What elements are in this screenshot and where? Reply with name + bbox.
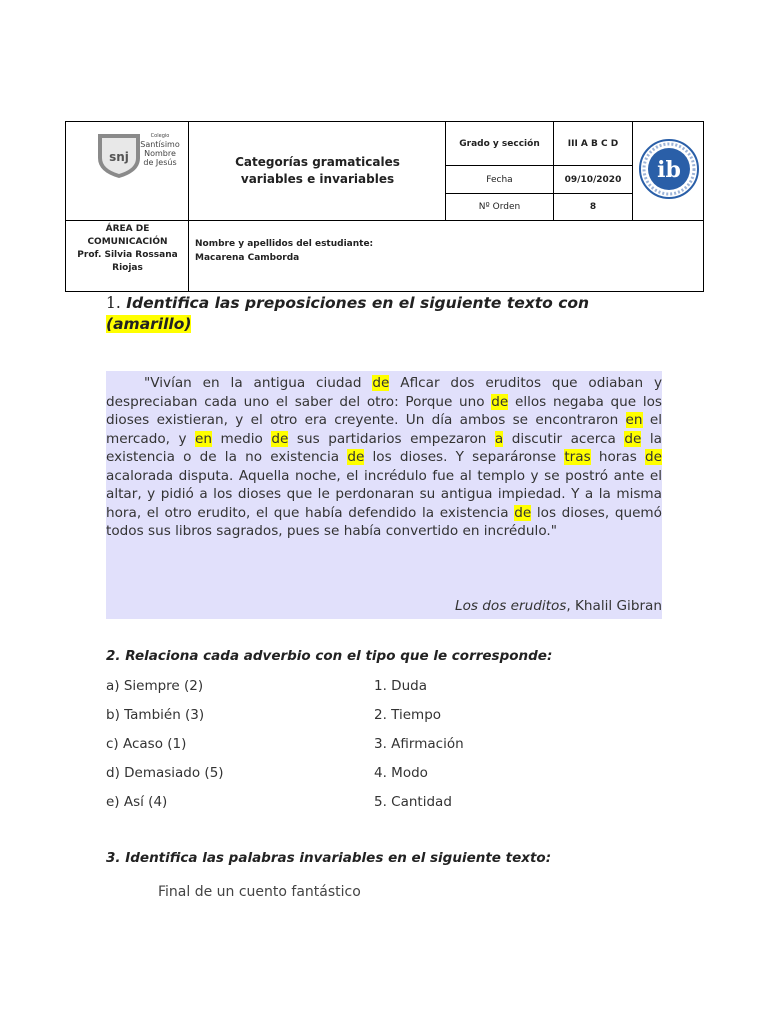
story-title: Final de un cuento fantástico	[158, 884, 361, 900]
question-3-title: 3. Identifica las palabras invariables en el siguiente texto:	[106, 850, 552, 866]
question-1-number: 1.	[106, 294, 121, 312]
orden-label: Nº Orden	[478, 202, 521, 212]
preposition-highlight: en	[625, 412, 643, 428]
question-1-color-word: (amarillo)	[106, 315, 192, 333]
student-cell	[195, 237, 373, 265]
school-logo-text-4: de Jesús	[143, 158, 177, 167]
adverb-item: c) Acaso (1)	[106, 736, 187, 752]
school-logo-text-1: Colegio	[150, 133, 170, 139]
student-label: Nombre y apellidos del estudiante:	[195, 239, 374, 249]
quote-source	[455, 597, 662, 616]
adverb-type: 5. Cantidad	[374, 794, 452, 810]
preposition-highlight: de	[271, 430, 289, 447]
preposition-highlight: de	[347, 449, 365, 465]
prof-line-2: Riojas	[112, 263, 143, 273]
fecha-value: 09/10/2020	[564, 174, 622, 185]
area-line-1: ÁREA DE	[105, 224, 150, 234]
adverb-item: a) Siempre (2)	[106, 678, 204, 694]
question-1	[106, 293, 666, 335]
preposition-highlight: en	[195, 430, 213, 447]
adverb-type: 1. Duda	[374, 678, 427, 694]
preposition-highlight: a	[494, 430, 504, 447]
adverb-item: b) También (3)	[106, 707, 205, 723]
adverb-type: 3. Afirmación	[374, 736, 464, 752]
header-table	[65, 121, 704, 292]
school-logo-text-3: Nombre	[144, 149, 176, 158]
school-logo-mark: snj	[109, 150, 129, 164]
adverb-type: 2. Tiempo	[374, 707, 442, 723]
quote-source-author: , Khalil Gibran	[566, 597, 662, 614]
quote-text: "Vivían en la antigua ciudad de Aflcar dos eruditos que odiaban y despreciaban cada uno el saber del otro: Porque uno de ellos negaba que los dioses existieran, y el otro era creyente. Un día ambos se encontraron en el mercado, y en medio de sus partidarios empezaron a discutir acerca de la existencia o de la no existencia de los dioses. Y separáronse tras horas de acalorada disputa. Aquella noche, el incrédulo fue al templo y se postró ante el altar, y pidió a los dioses que le perdonaran su antigua impiedad. Y a la misma hora, el otro erudito, el que había defendido la existencia de los dioses, quemó todos sus libros sagrados, pues se había convertido en incrédulo."	[106, 375, 663, 539]
adverb-item: e) Así (4)	[106, 794, 168, 810]
fecha-label: Fecha	[486, 174, 513, 185]
preposition-highlight: de	[491, 393, 509, 410]
question-1-text: Identifica las preposiciones en el siguiente texto con	[126, 294, 590, 312]
ib-logo	[638, 138, 700, 200]
question-2-title: 2. Relaciona cada adverbio con el tipo que le corresponde:	[106, 648, 553, 664]
preposition-highlight: de	[645, 449, 662, 465]
school-logo-text-2: Santísimo	[140, 140, 180, 149]
area-line-2: COMUNICACIÓN	[87, 237, 168, 247]
preposition-highlight: de	[372, 375, 390, 391]
worksheet-title: Categorías gramaticales variables e invariables	[235, 155, 400, 186]
svg-text:ib: ib	[657, 157, 681, 183]
quote-source-title: Los dos eruditos	[455, 597, 567, 614]
student-name: Macarena Camborda	[195, 253, 300, 263]
preposition-highlight: tras	[564, 449, 591, 465]
grado-value: III A B C D	[567, 138, 619, 149]
adverb-type: 4. Modo	[374, 765, 428, 781]
adverb-item: d) Demasiado (5)	[106, 765, 224, 781]
prof-line-1: Prof. Silvia Rossana	[77, 250, 178, 260]
preposition-highlight: de	[514, 504, 532, 521]
school-logo	[96, 128, 186, 188]
preposition-highlight: de	[624, 430, 642, 447]
quote-block	[106, 371, 662, 619]
area-cell	[66, 221, 189, 292]
grado-label: Grado y sección	[459, 138, 540, 149]
orden-value: 8	[589, 202, 597, 212]
